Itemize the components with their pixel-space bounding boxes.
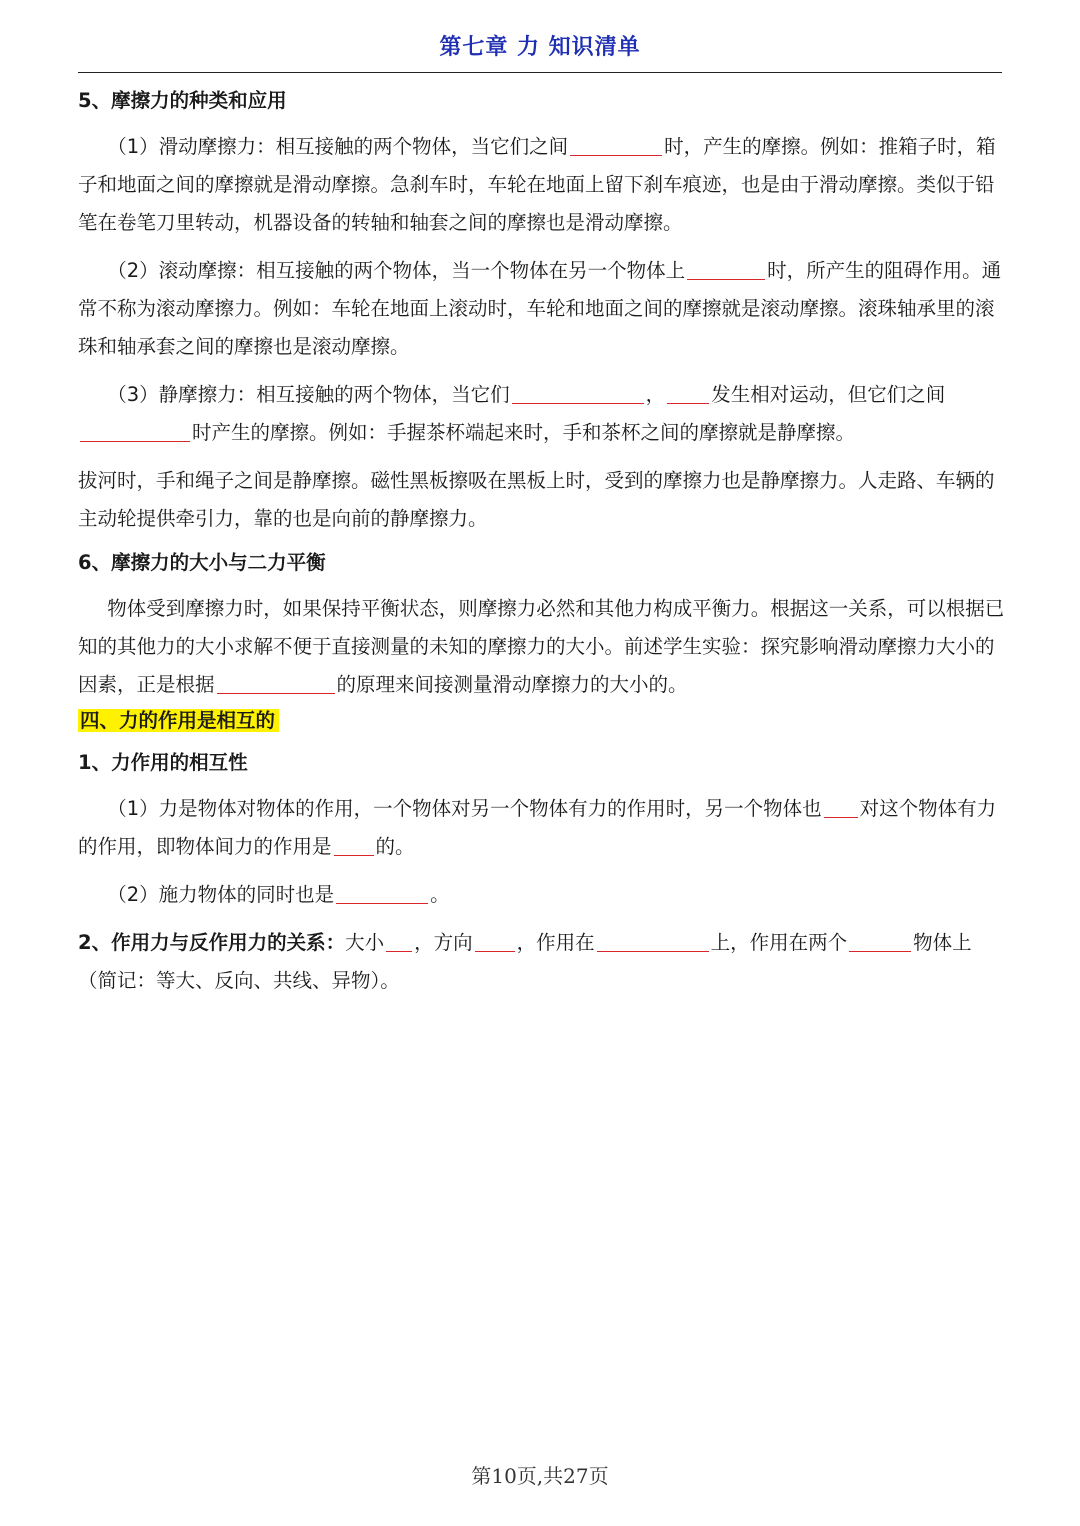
fill-blank [512, 381, 644, 404]
fill-blank [824, 795, 858, 818]
text: 大小 [345, 931, 385, 954]
section-5-heading: 5、摩擦力的种类和应用 [78, 89, 287, 112]
fill-blank [849, 929, 911, 952]
rolling-friction-paragraph [78, 252, 1008, 366]
text: ，方向 [414, 931, 473, 954]
text: （3）静摩擦力：相互接触的两个物体，当它们 [107, 383, 510, 406]
highlighted-heading: 四、力的作用是相互的 [78, 709, 279, 732]
page-title: 第七章 力 知识清单 [439, 35, 641, 60]
text: （1）力是物体对物体的作用，一个物体对另一个物体有力的作用时，另一个物体也 [107, 797, 822, 820]
fill-blank [334, 833, 374, 856]
static-friction-paragraph [78, 376, 1008, 452]
fill-blank [386, 929, 412, 952]
text: （2）滚动摩擦：相互接触的两个物体，当一个物体在另一个物体上 [107, 259, 686, 282]
text: 发生相对运动，但它们之间 [711, 383, 946, 406]
fill-blank [687, 257, 765, 280]
text: 。 [430, 883, 450, 906]
fill-blank [597, 929, 709, 952]
part-4-heading [78, 704, 1008, 738]
text: 对这个物体有力的作用，即物体间力的作用是 [78, 797, 997, 858]
text: 时产生的摩擦。例如：手握茶杯端起来时，手和茶杯之间的摩擦就是静摩擦。 [192, 421, 856, 444]
fill-blank [217, 671, 335, 694]
fill-blank [667, 381, 709, 404]
sliding-friction-paragraph [78, 128, 1008, 242]
subsection-2-heading: 2、作用力与反作用力的关系： [78, 931, 346, 954]
fill-blank [336, 881, 428, 904]
text: 的原理来间接测量滑动摩擦力的大小的。 [336, 673, 688, 696]
mutual-force-paragraph [78, 790, 1008, 866]
text: 上，作用在两个 [710, 931, 848, 954]
page-number: 第10页,共27页 [471, 1464, 609, 1488]
text: ，作用在 [516, 931, 595, 954]
text: 时，产生的摩擦。例如：推箱子时，箱子和地面之间的摩擦就是滑动摩擦。急刹车时，车轮在地面上留下刹车痕迹，也是由于滑动摩擦。类似于铅笔在卷笔刀里转动，机器设备的转轴和轴套之间的摩擦也是滑动摩擦。 [78, 135, 996, 234]
text: 的。 [375, 835, 415, 858]
action-reaction-paragraph [78, 924, 1008, 1000]
fill-blank [80, 419, 190, 442]
text: 时，所产生的阻碍作用。通常不称为滚动摩擦力。例如：车轮在地面上滚动时，车轮和地面之间的摩擦就是滚动摩擦。滚珠轴承里的滚珠和轴承套之间的摩擦也是滚动摩擦。 [78, 259, 1002, 358]
document-body [78, 84, 1008, 1000]
section-6-heading: 6、摩擦力的大小与二力平衡 [78, 551, 326, 574]
static-friction-examples: 拔河时，手和绳子之间是静摩擦。磁性黑板擦吸在黑板上时，受到的摩擦力也是静摩擦力。人走路、车辆的主动轮提供牵引力，靠的也是向前的静摩擦力。 [78, 469, 995, 530]
text: 物体上（简记：等大、反向、共线、异物）。 [78, 931, 972, 992]
title-divider [78, 72, 1002, 73]
subsection-1-heading: 1、力作用的相互性 [78, 751, 248, 774]
force-applier-paragraph [78, 876, 1008, 914]
fill-blank [570, 133, 662, 156]
friction-balance-paragraph [78, 590, 1008, 704]
text: ， [645, 383, 666, 406]
text: 物体受到摩擦力时，如果保持平衡状态，则摩擦力必然和其他力构成平衡力。根据这一关系，可以根据已知的其他力的大小求解不便于直接测量的未知的摩擦力的大小。前述学生实验：探究影响滑动摩擦力大小的因素，正是根据 [78, 597, 1005, 696]
text: （2）施力物体的同时也是 [107, 883, 335, 906]
text: （1）滑动摩擦力：相互接触的两个物体，当它们之间 [107, 135, 569, 158]
fill-blank [475, 929, 515, 952]
